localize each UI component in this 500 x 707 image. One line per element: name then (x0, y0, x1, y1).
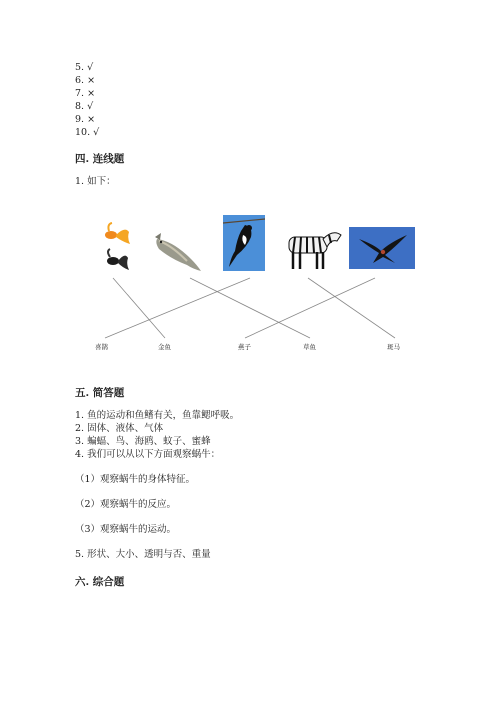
answer-5-5: 5. 形状、大小、透明与否、重量 (75, 549, 211, 560)
line-zebra (308, 278, 395, 338)
answer-5-2: 2. 固体、液体、气体 (75, 423, 164, 434)
swallow-image (349, 227, 415, 269)
matching-figure (75, 205, 435, 355)
zebra-image (283, 227, 345, 271)
answer-5-1: 1. 鱼的运动和鱼鳍有关，鱼靠鳃呼吸。 (75, 410, 240, 421)
goldfish-image (97, 218, 135, 276)
label-goldfish: 金鱼 (158, 343, 171, 351)
answer-5-4-2: （2）观察蜗牛的反应。 (75, 499, 177, 510)
line-goldfish (113, 278, 165, 338)
answer-9: 9. × (75, 114, 96, 125)
label-grass-carp: 草鱼 (303, 343, 316, 351)
line-grasscarp (190, 278, 310, 338)
answer-5-4-3: （3）观察蜗牛的运动。 (75, 524, 177, 535)
line-magpie (105, 278, 250, 338)
section-4-title: 四. 连线题 (75, 153, 125, 165)
answer-8: 8. √ (75, 101, 94, 112)
answer-5: 5. √ (75, 62, 94, 73)
line-swallow (245, 278, 375, 338)
answer-5-4-1: （1）观察蜗牛的身体特征。 (75, 474, 196, 485)
answer-7: 7. × (75, 88, 96, 99)
label-magpie: 喜鹊 (95, 343, 108, 351)
label-swallow: 燕子 (238, 343, 251, 351)
section-6-title: 六. 综合题 (75, 576, 125, 588)
answer-5-4: 4. 我们可以从以下方面观察蜗牛： (75, 449, 221, 460)
section-5-title: 五. 简答题 (75, 387, 125, 399)
section-4-intro: 1. 如下： (75, 176, 116, 187)
label-zebra: 斑马 (387, 343, 400, 351)
answer-6: 6. × (75, 75, 96, 86)
answer-5-3: 3. 蝙蝠、鸟、海鸥、蚊子、蜜蜂 (75, 436, 211, 447)
grass-carp-image (153, 231, 203, 273)
magpie-image (223, 215, 265, 271)
answer-10: 10. √ (75, 127, 100, 138)
